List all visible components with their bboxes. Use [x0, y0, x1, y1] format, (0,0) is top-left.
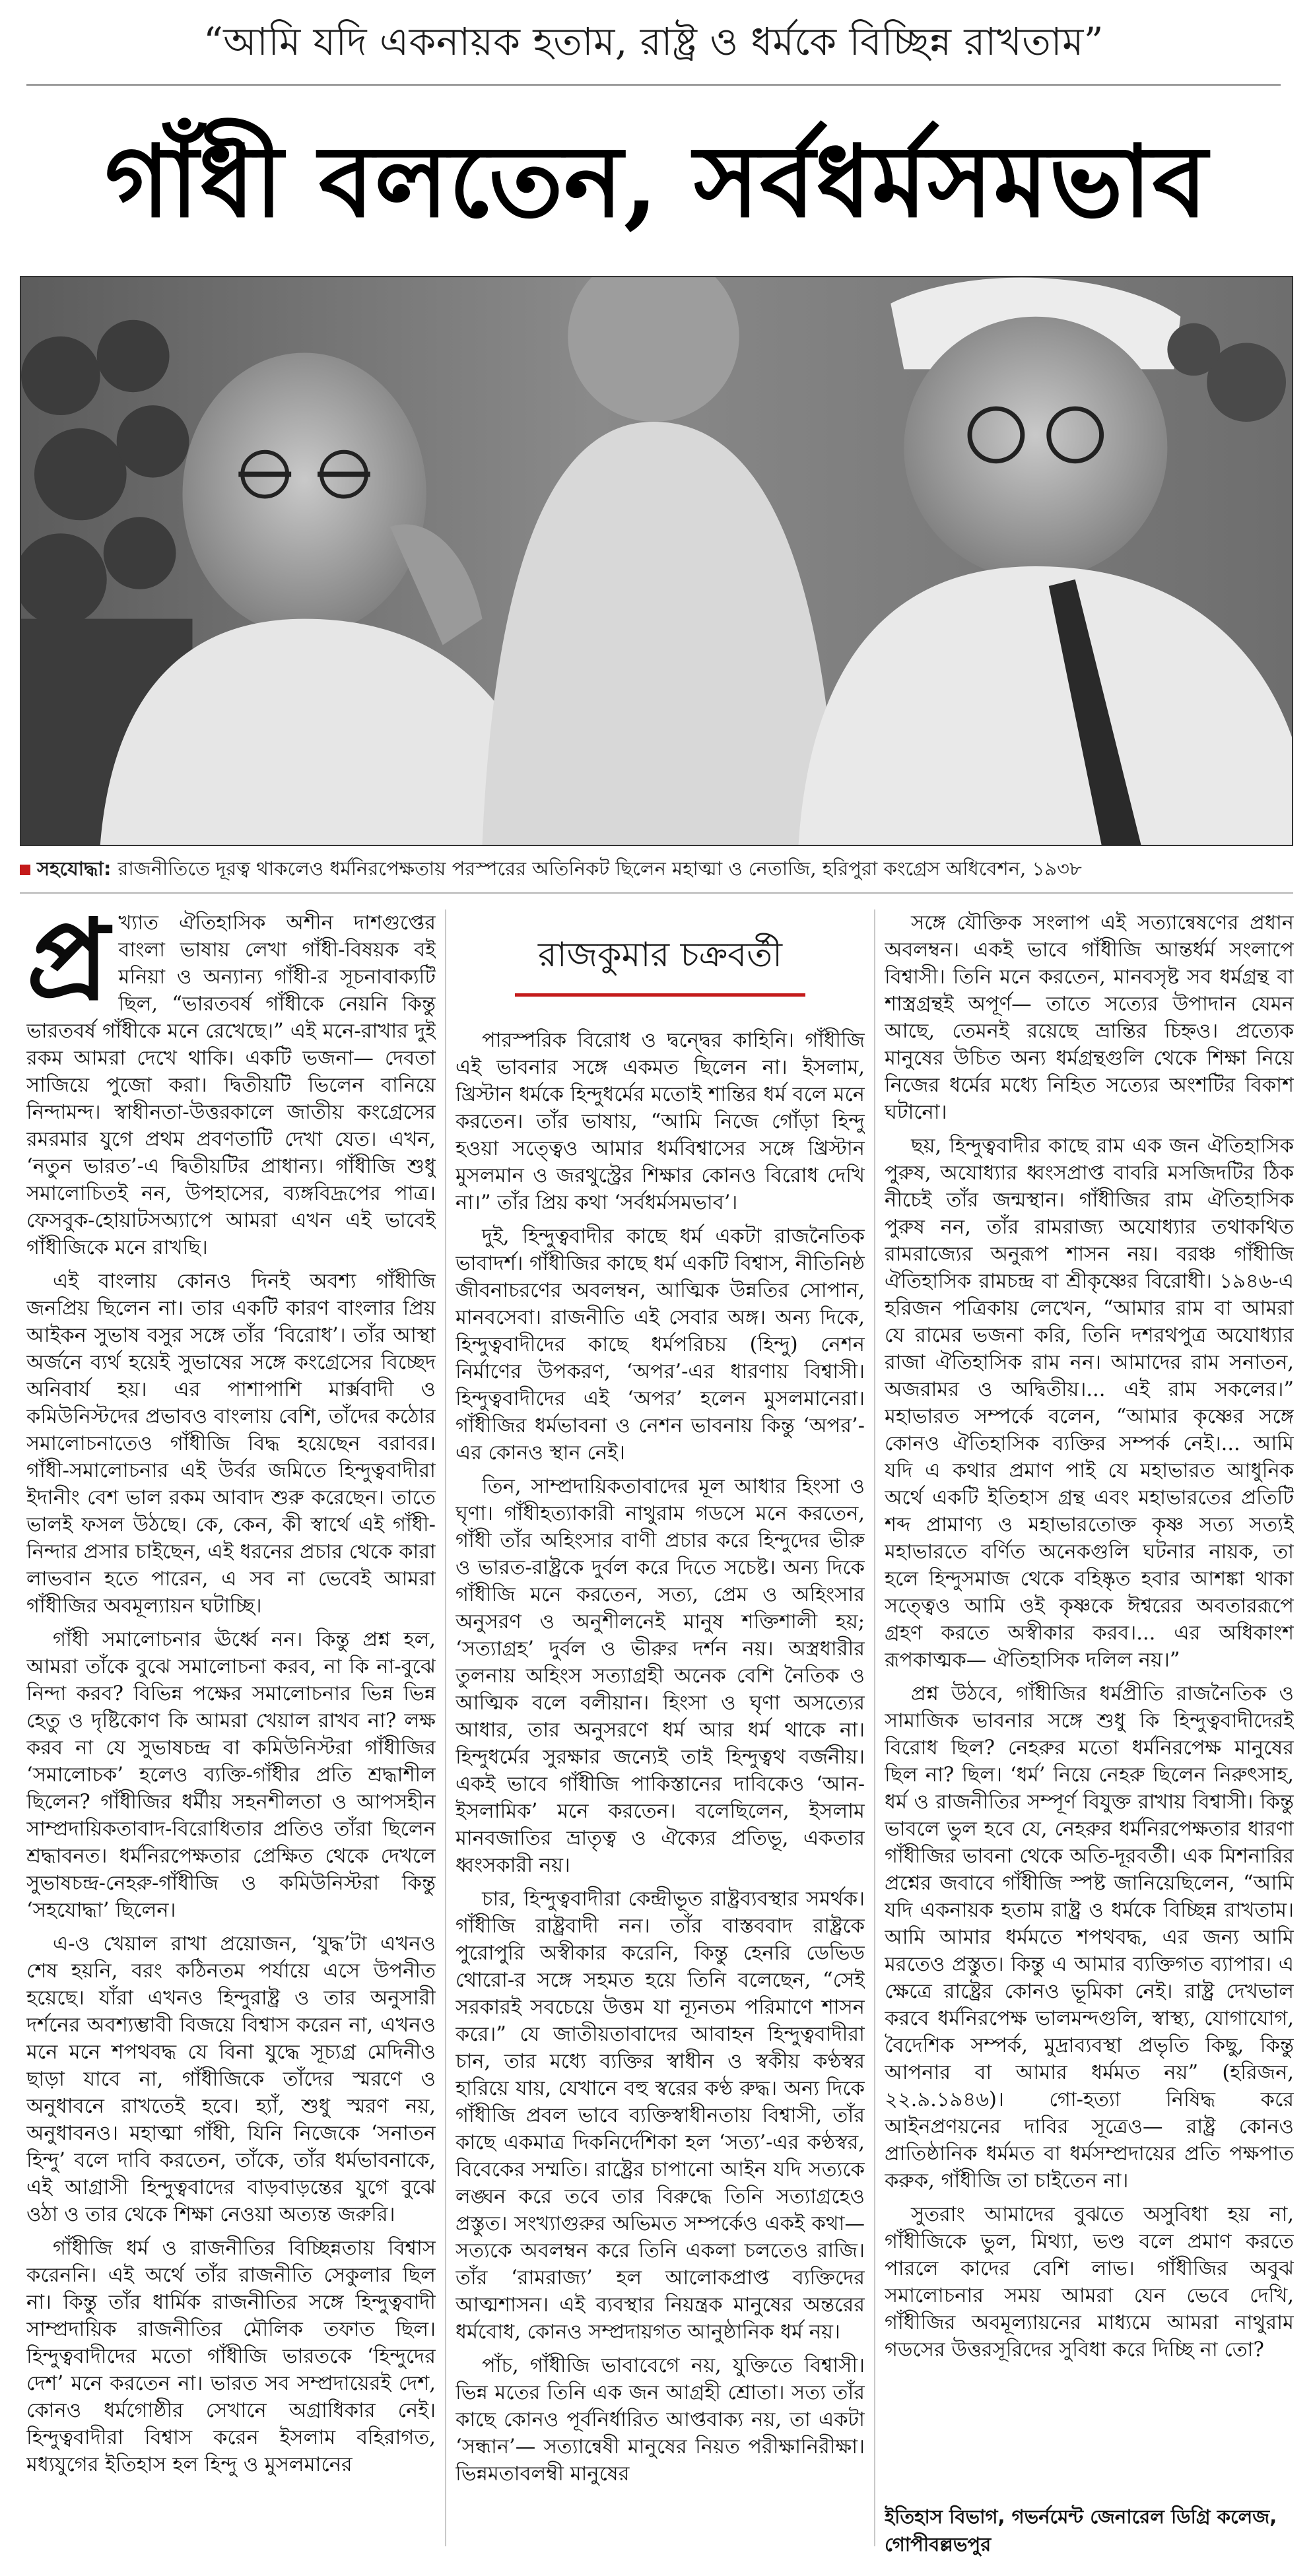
paragraph: পাঁচ, গাঁধীজি ভাবাবেগে নয়, যুক্তিতে বিশ্বাসী। ভিন্ন মতের তিনি এক জন আগ্রহী শ্রোতা। সত্য তাঁর কাছে কোনও পূর্বনির্ধারিত আপ্তবাক্য নয়, তা একটা ‘সন্ধান’— সত্যান্বেষী মানুষের নিয়ত পরীক্ষানিরীক্ষা। ভিন্নমতাবলম্বী মানুষের: [455, 2354, 865, 2486]
photo-illustration: [21, 277, 1292, 845]
paragraph: দুই, হিন্দুত্ববাদীর কাছে ধর্ম একটা রাজনৈতিক ভাবাদর্শ। গাঁধীজির কাছে ধর্ম একটি বিশ্বাস, নীতিনিষ্ঠ জীবনাচরণের অবলম্বন, আত্মিক উন্নতির সোপান, মানবসেবা। রাজনীতি এই সেবার অঙ্গ। অন্য দিকে, হিন্দুত্ববাদীদের কাছে ধর্মপরিচয় (হিন্দু) নেশন নির্মাণের উপকরণ, ‘অপর’-এর ধারণায় বিশ্বাসী। হিন্দুত্ববাদীদের এই ‘অপর’ হলেন মুসলমানেরা। গাঁধীজির ধর্মভাবনা ও নেশন ভাবনায় কিন্তু ‘অপর’-এর কোনও স্থান নেই।: [455, 1225, 865, 1465]
byline: [455, 916, 865, 1008]
paragraph: এ-ও খেয়াল রাখা প্রয়োজন, ‘যুদ্ধ’টা এখনও শেষ হয়নি, বরং কঠিনতম পর্যায়ে এসে উপনীত হয়েছে। যাঁরা এখনও হিন্দুরাষ্ট্র ও তার অনুসারী দর্শনের অবশ্যম্ভাবী বিজয়ে বিশ্বাস করেন না, এখনও মনে মনে শপথবদ্ধ যে বিনা যুদ্ধে সূচ্যগ্র মেদিনীও ছাড়া যাবে না, গাঁধীজিকে তাঁদের স্মরণে ও অনুধাবনে রাখতেই হবে। হ্যাঁ, শুধু স্মরণ নয়, অনুধাবনও। মহাত্মা গাঁধী, যিনি নিজেকে ‘সনাতন হিন্দু’ বলে দাবি করতেন, তাঁকে, তাঁর ধর্মভাবনাকে, এই আগ্রাসী হিন্দুত্ববাদের বাড়বাড়ন্তের যুগে বুঝে ওঠা ও তার থেকে শিক্ষা নেওয়া অত্যন্ত জরুরি।: [26, 1932, 436, 2226]
author-name: রাজকুমার চক্রবর্তী: [537, 935, 783, 975]
article-column-1: [26, 909, 436, 2559]
drop-cap: প্র: [26, 909, 110, 1025]
news-photo: [20, 276, 1293, 846]
paragraph: ছয়, হিন্দুত্ববাদীর কাছে রাম এক জন ঐতিহাসিক পুরুষ, অযোধ্যার ধ্বংসপ্রাপ্ত বাবরি মসজিদটির ঠিক নীচেই তাঁর জন্মস্থান। গাঁধীজির রাম ঐতিহাসিক পুরুষ নন, তাঁর রামরাজ্য অযোধ্যার তথাকথিত রামরাজ্যের অনুরূপ শাসন নয়। বরঞ্চ গাঁধীজি ঐতিহাসিক রামচন্দ্র বা শ্রীকৃষ্ণের বিরোধী। ১৯৪৬-এ হরিজন পত্রিকায় লেখেন, “আমার রাম বা আমরা যে রামের ভজনা করি, তিনি দশরথপুত্র অযোধ্যার রাজা ঐতিহাসিক রাম নন। আমাদের রাম সনাতন, অজরামর ও অদ্বিতীয়।... এই রাম সকলের।” মহাভারত সম্পর্কে বলেন, “আমার কৃষ্ণের সঙ্গে কোনও ঐতিহাসিক ব্যক্তির সম্পর্ক নেই।... আমি যদি এ কথার প্রমাণ পাই যে মহাভারত আধুনিক অর্থে একটি ইতিহাস গ্রন্থ এবং মহাভারতের প্রতিটি শব্দ প্রামাণ্য ও মহাভারতোক্ত কৃষ্ণ সত্য সত্যই মহাভারতে বর্ণিত অনেকগুলি ঘটনার নায়ক, তা হলে হিন্দুসমাজ থেকে বহিষ্কৃত হবার আশঙ্কা থাকা সত্ত্বেও আমি ওই কৃষ্ণকে ঈশ্বরের অবতাররূপে গ্রহণ করতে অস্বীকার করব।... এর অধিকাংশ রূপকাত্মক— ঐতিহাসিক দলিল নয়।”: [885, 1135, 1294, 1672]
paragraph: তিন, সাম্প্রদায়িকতাবাদের মূল আধার হিংসা ও ঘৃণা। গাঁধীহত্যাকারী নাথুরাম গডসে মনে করতেন, গাঁধী তাঁর অহিংসার বাণী প্রচার করে হিন্দুদের ভীরু ও ভারত-রাষ্ট্রকে দুর্বল করে দিতে সচেষ্ট। অন্য দিকে গাঁধীজি মনে করতেন, সত্য, প্রেম ও অহিংসার অনুসরণ ও অনুশীলনেই মানুষ শক্তিশালী হয়; ‘সত্যাগ্রহ’ দুর্বল ও ভীরুর দর্শন নয়। অস্ত্রধারীর তুলনায় অহিংস সত্যাগ্রহী অনেক বেশি নৈতিক ও আত্মিক বলে বলীয়ান। হিংসা ও ঘৃণা অসত্যের আধার, তার অনুসরণে ধর্ম আর ধর্ম থাকে না। হিন্দুধর্মের সুরক্ষার জন্যেই তাই হিন্দুত্বথ বর্জনীয়। একই ভাবে গাঁধীজি পাকিস্তানের দাবিকেও ‘আন-ইসলামিক’ মনে করতেন। বলেছিলেন, ইসলাম মানবজাতির ভ্রাতৃত্ব ও ঐক্যের প্রতিভূ, একতার ধ্বংসকারী নয়।: [455, 1475, 865, 1877]
caption-divider: [20, 892, 1293, 894]
column-divider: [874, 909, 875, 2546]
paragraph: প্রশ্ন উঠবে, গাঁধীজির ধর্মপ্রীতি রাজনৈতিক ও সামাজিক ভাবনার সঙ্গে শুধু কি হিন্দুত্ববাদীদেরই বিরোধ ছিল? নেহরুর মতো ধর্মনিরপেক্ষ মানুষের ছিল না? ছিল। ‘ধর্ম’ নিয়ে নেহরু ছিলেন নিরুৎসাহ, ধর্ম ও রাজনীতির সম্পূর্ণ বিযুক্ত রাখায় বিশ্বাসী। কিন্তু ভাবলে ভুল হবে যে, নেহরুর ধর্মনিরপেক্ষতার ধারণা গাঁধীজির ভাবনা থেকে অতি-দূরবর্তী। এক মিশনারির প্রশ্নের জবাবে গাঁধীজি স্পষ্ট জানিয়েছিলেন, “আমি যদি একনায়ক হতাম রাষ্ট্র ও ধর্মকে বিচ্ছিন্ন রাখতাম। আমি আমার ধর্মমতে শপথবদ্ধ, এর জন্য আমি মরতেও প্রস্তুত। কিন্তু এ আমার ব্যক্তিগত ব্যাপার। এ ক্ষেত্রে রাষ্ট্রের কোনও ভূমিকা নেই। রাষ্ট্র দেখভাল করবে ধর্মনিরপেক্ষ ভালমন্দগুলি, স্বাস্থ্য, যোগাযোগ, বৈদেশিক সম্পর্ক, মুদ্রাব্যবস্থা প্রভৃতি কিছু, কিন্তু আপনার বা আমার ধর্মমত নয়” (হরিজন, ২২.৯.১৯৪৬)। গো-হত্যা নিষিদ্ধ করে আইনপ্রণয়নের দাবির সূত্রেও— রাষ্ট্র কোনও প্রাতিষ্ঠানিক ধর্মমত বা ধর্মসম্প্রদায়ের প্রতি পক্ষপাত করুক, গাঁধীজি তা চাইতেন না।: [885, 1682, 1294, 2193]
article-column-3: [885, 909, 1294, 2493]
paragraph: গাঁধীজি ধর্ম ও রাজনীতির বিচ্ছিন্নতায় বিশ্বাস করেননি। এই অর্থে তাঁর রাজনীতি সেকুলার ছিল না। কিন্তু তাঁর ধার্মিক রাজনীতির সঙ্গে হিন্দুত্ববাদী সাম্প্রদায়িক রাজনীতির মৌলিক তফাত ছিল। হিন্দুত্ববাদীদের মতো গাঁধীজি ভারতকে ‘হিন্দুদের দেশ’ মনে করতেন না। ভারত সব সম্প্রদায়েরই দেশ, কোনও ধর্মগোষ্ঠীর সেখানে অগ্রাধিকার নেই। হিন্দুত্ববাদীরা বিশ্বাস করেন ইসলাম বহিরাগত, মধ্যযুগের ইতিহাস হল হিন্দু ও মুসলমানের: [26, 2237, 436, 2476]
byline-underline: [515, 993, 805, 997]
article-column-2: [455, 1027, 865, 2559]
caption-marker-icon: [20, 865, 30, 875]
column-divider: [445, 909, 446, 2546]
paragraph: [26, 909, 436, 1261]
paragraph: সুতরাং আমাদের বুঝতে অসুবিধা হয় না, গাঁধীজিকে ভুল, মিথ্যা, ভণ্ড বলে প্রমাণ করতে পারলে কাদের বেশি লাভ। গাঁধীজির অবুঝ সমালোচনার সময় আমরা যেন ভেবে দেখি, গাঁধীজির অবমূল্যায়নের মাধ্যমে আমরা নাথুরাম গডসের উত্তরসূরিদের সুবিধা করে দিচ্ছি না তো?: [885, 2203, 1294, 2361]
author-affiliation: ইতিহাস বিভাগ, গভর্নমেন্ট জেনারেল ডিগ্রি কলেজ, গোপীবল্লভপুর: [885, 2505, 1277, 2556]
paragraph: এই বাংলায় কোনও দিনই অবশ্য গাঁধীজি জনপ্রিয় ছিলেন না। তার একটি কারণ বাংলার প্রিয় আইকন সুভাষ বসুর সঙ্গে তাঁর ‘বিরোধ’। তাঁর আস্থা অর্জনে ব্যর্থ হয়েই সুভাষের সঙ্গে কংগ্রেসের বিচ্ছেদ অনিবার্য হয়। এর পাশাপাশি মার্ক্সবাদী ও কমিউনিস্টদের প্রভাবও বাংলায় বেশি, তাঁদের কঠোর সমালোচনাতেও গাঁধীজি বিদ্ধ হয়েছেন বরাবর। গাঁধী-সমালোচনার এই উর্বর জমিতে হিন্দুত্ববাদীরা ইদানীং বেশ ভাল রকম আবাদ শুরু করেছেন। তাতে ভালই ফসল উঠছে। কে, কেন, কী স্বার্থে এই গাঁধী-নিন্দার প্রসার চাইছেন, এই ধরনের প্রচার থেকে কারা লাভবান হতে পারেন, এ সব না ভেবেই আমরা গাঁধীজির অবমূল্যায়ন ঘটাচ্ছি।: [26, 1270, 436, 1618]
headline: গাঁধী বলতেন, সর্বধর্মসমভাব: [104, 123, 1209, 240]
photo-caption: [20, 851, 1293, 888]
paragraph: চার, হিন্দুত্ববাদীরা কেন্দ্রীভূত রাষ্ট্রব্যবস্থার সমর্থক। গাঁধীজি রাষ্ট্রবাদী নন। তাঁর বাস্তববাদ রাষ্ট্রকে পুরোপুরি অস্বীকার করেনি, কিন্তু হেনরি ডেভিড থোরো-র সঙ্গে সহমত হয়ে তিনি বলেছেন, “সেই সরকারই সবচেয়ে উত্তম যা ন্যূনতম পরিমাণে শাসন করে।” যে জাতীয়তাবাদের আবাহন হিন্দুত্ববাদীরা চান, তার মধ্যে ব্যক্তির স্বাধীন ও স্বকীয় কণ্ঠস্বর হারিয়ে যায়, যেখানে বহু স্বরের কণ্ঠ রুদ্ধ। অন্য দিকে গাঁধীজি প্রবল ভাবে ব্যক্তিস্বাধীনতায় বিশ্বাসী, তাঁর কাছে একমাত্র দিকনির্দেশিকা হল ‘সত্য’-এর কণ্ঠস্বর, বিবেকের সম্মতি। রাষ্ট্রের চাপানো আইন যদি সত্যকে লঙ্ঘন করে তবে তার বিরুদ্ধে তিনি সত্যাগ্রহেও প্রস্তুত। সংখ্যাগুরুর অভিমত সম্পর্কেও একই কথা— সত্যকে অবলম্বন করে তিনি একলা চলতেও রাজি। তাঁর ‘রামরাজ্য’ হল আলোকপ্রাপ্ত ব্যক্তিদের আত্মশাসন। এই ব্যবস্থার নিয়ন্ত্রক মানুষের অন্তরের ধর্মবোধ, কোনও সম্প্রদায়গত আনুষ্ঠানিক ধর্ম নয়।: [455, 1888, 865, 2344]
paragraph: সঙ্গে যৌক্তিক সংলাপ এই সত্যান্বেষণের প্রধান অবলম্বন। একই ভাবে গাঁধীজি আন্তর্ধর্ম সংলাপে বিশ্বাসী। তিনি মনে করতেন, মানবসৃষ্ট সব ধর্মগ্রন্থ বা শাস্ত্রগ্রন্থই অপূর্ণ— তাতে সত্যের উপাদান যেমন আছে, তেমনই রয়েছে ভ্রান্তির চিহ্নও। প্রত্যেক মানুষের উচিত অন্য ধর্মগ্রন্থগুলি থেকে শিক্ষা নিয়ে নিজের ধর্মের মধ্যে নিহিত সত্যের অংশটির বিকাশ ঘটানো।: [885, 911, 1294, 1124]
kicker-quote: “আমি যদি একনায়ক হতাম, রাষ্ট্র ও ধর্মকে বিচ্ছিন্ন রাখতাম”: [26, 5, 1281, 86]
paragraph: পারস্পরিক বিরোধ ও দ্বন্দ্বের কাহিনি। গাঁধীজি এই ভাবনার সঙ্গে একমত ছিলেন না। ইসলাম, খ্রিস্টান ধর্মকে হিন্দুধর্মের মতোই শান্তির ধর্ম বলে মনে করতেন। তাঁর ভাষায়, “আমি নিজে গোঁড়া হিন্দু হওয়া সত্ত্বেও আমার ধর্মবিশ্বাসের সঙ্গে খ্রিস্টান মুসলমান ও জরথুস্ট্রের শিক্ষার কোনও বিরোধ দেখি না।” তাঁর প্রিয় কথা ‘সর্বধর্মসমভাব’।: [455, 1029, 865, 1214]
paragraph: গাঁধী সমালোচনার ঊর্ধ্বে নন। কিন্তু প্রশ্ন হল, আমরা তাঁকে বুঝে সমালোচনা করব, না কি না-বুঝে নিন্দা করব? বিভিন্ন পক্ষের সমালোচনার ভিন্ন ভিন্ন হেতু ও দৃষ্টিকোণ কি আমরা খেয়াল রাখব না? লক্ষ করব না যে সুভাষচন্দ্র বা কমিউনিস্টরা গাঁধীজির ‘সমালোচক’ হলেও ব্যক্তি-গাঁধীর প্রতি শ্রদ্ধাশীল ছিলেন? গাঁধীজির ধর্মীয় সহনশীলতা ও আপসহীন সাম্প্রদায়িকতাবাদ-বিরোধিতার প্রতিও তাঁরা ছিলেন শ্রদ্ধাবনত। ধর্মনিরপেক্ষতার প্রেক্ষিত থেকে দেখলে সুভাষচন্দ্র-নেহরু-গাঁধীজি ও কমিউনিস্টরা কিন্তু ‘সহযোদ্ধা’ ছিলেন।: [26, 1628, 436, 1922]
paragraph-text: খ্যাত ঐতিহাসিক অশীন দাশগুপ্তের বাংলা ভাষায় লেখা গাঁধী-বিষয়ক বই মনিয়া ও অন্যান্য গাঁধী-র সূচনাবাক্যটি ছিল, “ভারতবর্ষ গাঁধীকে নেয়নি কিন্তু ভারতবর্ষ গাঁধীকে মনে রেখেছে।” এই মনে-রাখার দুই রকম আমরা দেখে থাকি। একটি ভজনা— দেবতা সাজিয়ে পুজো করা। দ্বিতীয়টি ভিলেন বানিয়ে নিন্দামন্দ। স্বাধীনতা-উত্তরকালে জাতীয় কংগ্রেসের রমরমার যুগে প্রথম প্রবণতাটি দেখা যেত। এখন, ‘নতুন ভারত’-এ দ্বিতীয়টির প্রাধান্য। গাঁধীজি শুধু সমালোচিতই নন, উপহাসের, ব্যঙ্গবিদ্রূপের পাত্র। ফেসবুক-হোয়াটসঅ্যাপে আমরা এখন এই ভাবেই গাঁধীজিকে মনে রাখছি।: [26, 911, 436, 1259]
caption-lead: সহযোদ্ধা:: [37, 857, 112, 880]
caption-text: রাজনীতিতে দূরত্ব থাকলেও ধর্মনিরপেক্ষতায় পরস্পরের অতিনিকট ছিলেন মহাত্মা ও নেতাজি, হরিপুরা কংগ্রেস অধিবেশন, ১৯৩৮: [118, 857, 1082, 880]
